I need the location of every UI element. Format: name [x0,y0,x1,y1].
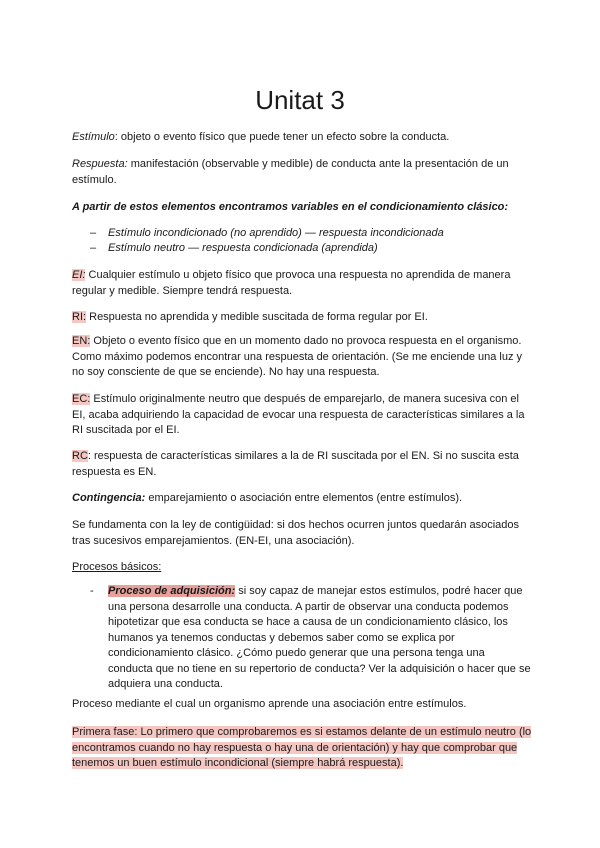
text-ri: Respuesta no aprendida y medible suscitada de forma regular por EI. [86,311,428,323]
text-ei: Cualquier estímulo u objeto físico que provoca una respuesta no aprendida de manera regular y medible. Siempre tendrá respuesta. [72,269,511,297]
paragraph-estimulo [72,130,532,146]
text-respuesta: manifestación (observable y medible) de conducta ante la presentación de un estímulo. [72,158,509,186]
list-dash: – [90,242,97,254]
list-dash: - [90,585,94,597]
list-text: Estímulo neutro — respuesta condicionada (aprendida) [108,242,378,254]
term-contingencia: Contingencia: [72,492,146,504]
text-rc: : respuesta de características similares a la de RI suscitada por el EN. Si no suscita esta respuesta es EN. [72,450,519,478]
text-estimulo: : objeto o evento físico que puede tener un efecto sobre la conducta. [114,131,450,143]
term-ec: EC: [72,393,91,405]
paragraph-en [72,334,532,381]
term-en: EN: [72,335,91,347]
term-estimulo: Estímulo [72,131,115,143]
text-ec: Estímulo originalmente neutro que después de emparejarlo, de manera sucesiva con el EI, acaba adquiriendo la capacidad de evocar una respuesta de características similares a la RI suscitada por el EI. [72,393,525,436]
paragraph-ri [72,310,532,326]
text-contingencia: emparejamiento o asociación entre elementos (entre estímulos). [145,492,463,504]
list-text-adquisicion [108,584,532,693]
paragraph-primera-fase [72,725,532,772]
paragraph-contiguidad: Se fundamenta con la ley de contigüidad: si dos hechos ocurren juntos quedarán asociados tras sucesivos emparejamientos. (EN-EI, una asociación). [72,519,520,547]
paragraph-contingencia [72,491,532,507]
term-ri: RI: [72,311,87,323]
term-adquisicion: Proceso de adquisición: [108,585,236,597]
paragraph-ei [72,268,532,299]
term-rc: RC [72,450,88,462]
text-primera-fase: Primera fase: Lo primero que comprobaremos es si estamos delante de un estímulo neutro (lo encontramos cuando no hay respuesta o hay una de orientación) y hay que comprobar que tenemos un buen estímulo incondicional (siempre habrá respuesta). [72,726,532,769]
paragraph-variables: A partir de estos elementos encontramos variables en el condicionamiento clásico: [72,201,509,213]
paragraph-proceso: Proceso mediante el cual un organismo aprende una asociación entre estímulos. [72,698,467,710]
term-ei: EI: [72,269,86,281]
list-dash: – [90,227,97,239]
paragraph-ec [72,392,532,439]
text-adquisicion: si soy capaz de manejar estos estímulos, podré hacer que una persona desarrolle una conducta. A partir de observar una conducta podemos hipotetizar que esa conducta se hace a causa de un condicionamiento clásico, los humanos ya tenemos conductas y debemos saber como se explica por condicionamiento clásico. ¿Cómo puedo generar que una persona tenga una conducta que no tiene en su repertorio de conducta? Ver la adquisición o hacer que se adquiera una conducta. [108,585,531,690]
paragraph-rc [72,449,532,480]
paragraph-respuesta [72,157,532,188]
list-text: Estímulo incondicionado (no aprendido) — respuesta incondicionada [108,227,444,239]
term-respuesta: Respuesta: [72,158,128,170]
page-title: Unitat 3 [255,85,345,115]
text-en: Objeto o evento físico que en un momento dado no provoca respuesta en el organismo. Como máximo podemos encontrar una respuesta de orientación. (Se me enciende una luz y no soy consciente de que se enciende). No hay una respuesta. [72,335,523,378]
section-heading-procesos: Procesos básicos: [72,561,162,573]
